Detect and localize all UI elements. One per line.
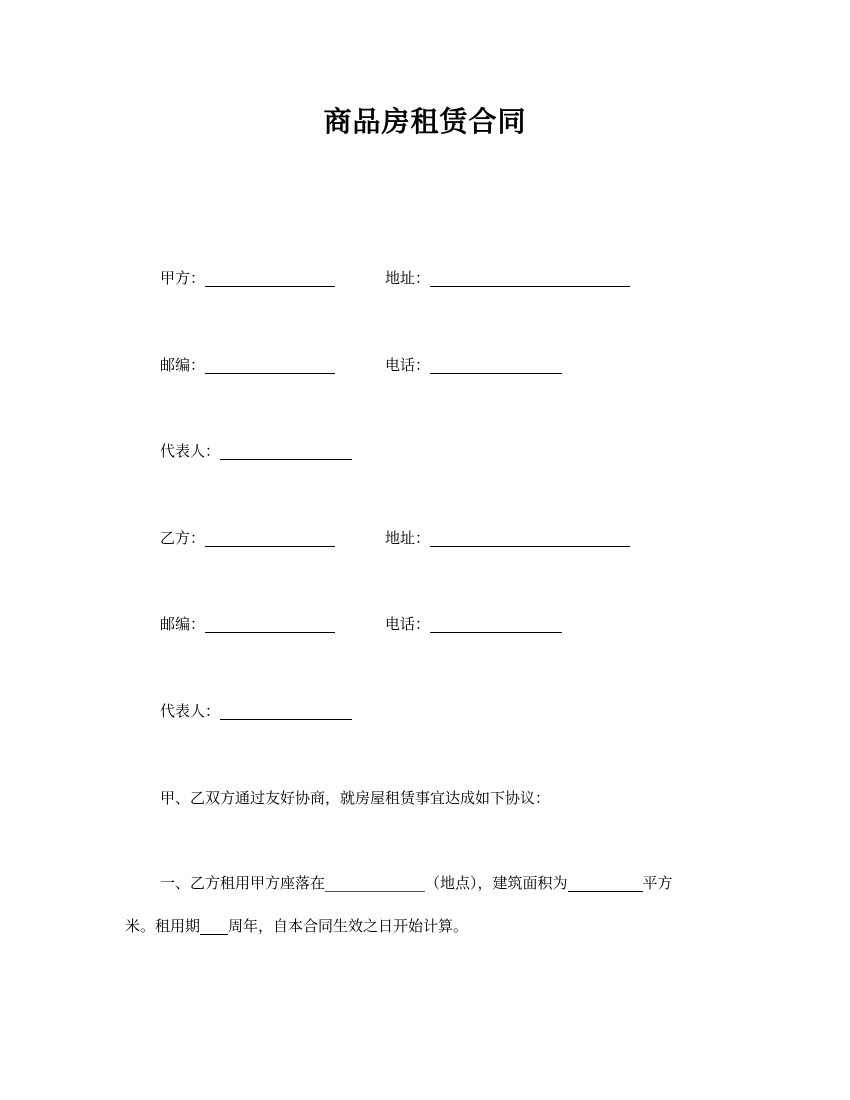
clause-1-part-4: 米。租用期	[125, 917, 201, 935]
party-a-address-blank[interactable]	[430, 270, 630, 287]
clause-1-line-2	[125, 916, 468, 936]
party-b-postcode-blank[interactable]	[205, 616, 335, 633]
clause-1-part-2: （地点），建筑面积为	[425, 874, 568, 892]
document-title: 商品房租赁合同	[323, 105, 527, 138]
party-b-phone-blank[interactable]	[430, 616, 562, 633]
party-a-address-label: 地址：	[385, 269, 431, 287]
party-a-phone-blank[interactable]	[430, 357, 562, 374]
clause-1-part-1: 一、乙方租用甲方座落在	[160, 874, 326, 892]
party-a-postcode-blank[interactable]	[205, 357, 335, 374]
party-a-contact-row	[160, 355, 431, 375]
location-blank[interactable]	[325, 875, 425, 892]
clause-1-line-1	[160, 873, 673, 893]
party-a-rep-blank[interactable]	[220, 443, 352, 460]
party-a-postcode-label: 邮编：	[160, 356, 206, 374]
intro-paragraph: 甲、乙双方通过友好协商，就房屋租赁事宜达成如下协议：	[160, 789, 551, 807]
party-b-address-blank[interactable]	[430, 530, 630, 547]
party-a-rep-row	[160, 441, 352, 461]
party-b-contact-row	[160, 614, 431, 634]
clause-1-part-3: 平方	[642, 874, 673, 892]
party-a-phone-label: 电话：	[385, 356, 431, 374]
party-b-name-blank[interactable]	[205, 530, 335, 547]
party-b-row	[160, 528, 431, 548]
term-years-blank[interactable]	[200, 918, 228, 935]
party-b-address-label: 地址：	[385, 529, 431, 547]
party-b-postcode-label: 邮编：	[160, 615, 206, 633]
party-b-name-label: 乙方：	[160, 529, 206, 547]
party-a-name-label: 甲方：	[160, 269, 206, 287]
party-b-phone-label: 电话：	[385, 615, 431, 633]
party-a-rep-label: 代表人：	[160, 442, 221, 460]
area-blank[interactable]	[568, 875, 643, 892]
party-b-rep-row	[160, 701, 352, 721]
party-a-row	[160, 268, 431, 288]
clause-1-part-5: 周年，自本合同生效之日开始计算。	[228, 917, 469, 935]
party-b-rep-label: 代表人：	[160, 702, 221, 720]
party-b-rep-blank[interactable]	[220, 703, 352, 720]
party-a-name-blank[interactable]	[205, 270, 335, 287]
